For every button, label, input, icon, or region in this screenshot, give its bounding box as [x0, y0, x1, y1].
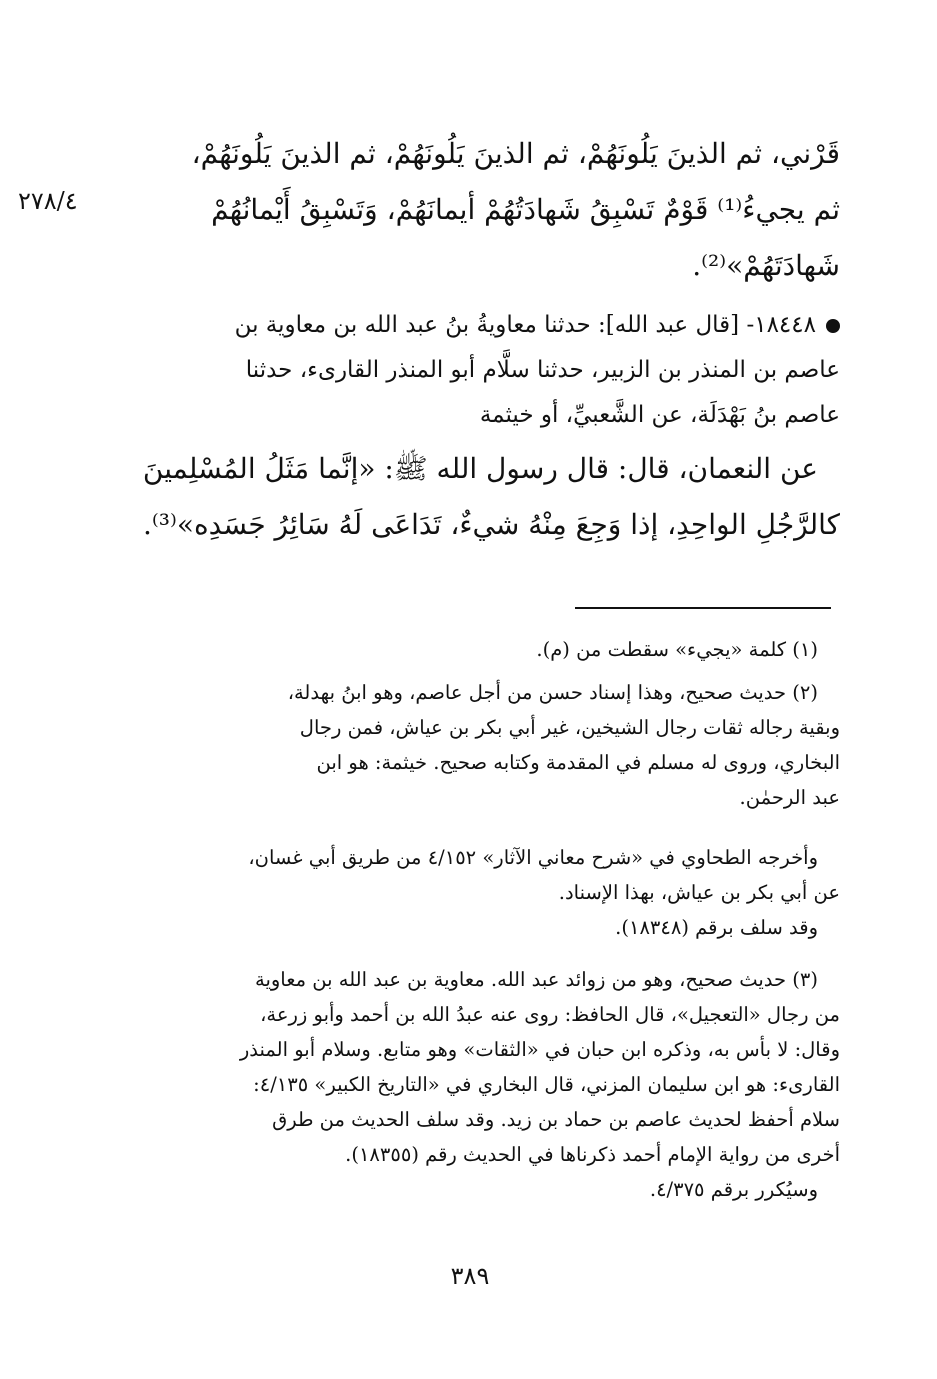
text-line: ثم يجيءُ⁽¹⁾ قَوْمٌ تَسْبِقُ شَهادَتُهُمْ أيمانَهُمْ، وَتَسْبِقُ أَيْمانُهُمْ [211, 193, 840, 226]
text-line: عبد الرحمٰن. [739, 786, 840, 809]
text-line: وسيُكرر برقم ٤/٣٧٥. [649, 1178, 818, 1201]
footnote-1 [135, 632, 840, 667]
text-line: وبقية رجاله ثقات رجال الشيخين، غير أبي بكر بن عياش، فمن رجال [299, 716, 840, 739]
text-line: ١٨٤٤٨- [قال عبد الله]: حدثنا معاويةُ بنُ عبد الله بن معاوية بن [135, 303, 840, 348]
text-line: كالرَّجُلِ الواحِدِ، إذا وَجِعَ مِنْهُ شيءٌ، تَدَاعَى لَهُ سَائِرُ جَسَدِه»⁽³⁾. [142, 508, 840, 541]
text-line: (٣) حديث صحيح، وهو من زوائد عبد الله. معاوية بن عبد الله بن معاوية [254, 968, 818, 991]
main-text-continuation [135, 126, 840, 294]
text-line: أخرى من رواية الإمام أحمد ذكرناها في الحديث رقم (١٨٣٥٥). [345, 1143, 840, 1166]
hadith-isnad [135, 303, 840, 438]
footnote-2-continued [135, 840, 840, 945]
bullet-icon [826, 319, 840, 333]
text-line: (١) كلمة «يجيء» سقطت من (م). [536, 638, 818, 661]
text-line: من رجال «التعجيل»، قال الحافظ: روى عنه عبدُ الله بن أحمد وأبو زرعة، [260, 1003, 840, 1026]
text-line: وقال: لا بأس به، وذكره ابن حبان في «الثقات» وهو متابع. وسلام أبو المنذر [239, 1038, 840, 1061]
text-line: وقد سلف برقم (١٨٣٤٨). [615, 916, 818, 939]
margin-reference: ٢٧٨/٤ [18, 187, 78, 215]
text-line: عاصم بن المنذر بن الزبير، حدثنا سلَّام أبو المنذر القارىء، حدثنا [245, 357, 840, 383]
text-line: قَرْني، ثم الذينَ يَلُونَهُمْ، ثم الذينَ يَلُونَهُمْ، ثم الذينَ يَلُونَهُمْ، [191, 137, 840, 170]
text-line: القارىء: هو ابن سليمان المزني، قال البخاري في «التاريخ الكبير» ٤/١٣٥: [253, 1073, 840, 1096]
hadith-matn [135, 441, 840, 553]
footnote-separator [575, 607, 831, 609]
page-number: ٣٨٩ [450, 1262, 490, 1290]
text-line: سلام أحفظ لحديث عاصم بن حماد بن زيد. وقد سلف الحديث من طرق [272, 1108, 840, 1131]
footnote-2 [135, 675, 840, 815]
text-line: عن النعمان، قال: قال رسول الله ﷺ: «إنَّما مَثَلُ المُسْلِمينَ [142, 452, 818, 485]
text-line: شَهادَتَهُمْ»⁽²⁾. [692, 249, 840, 282]
text-line: عاصم بنُ بَهْدَلَة، عن الشَّعبيِّ، أو خيثمة [479, 402, 840, 428]
footnote-3 [135, 962, 840, 1207]
text-line: وأخرجه الطحاوي في «شرح معاني الآثار» ٤/١٥٢ من طريق أبي غسان، [248, 846, 818, 869]
text-line: (٢) حديث صحيح، وهذا إسناد حسن من أجل عاصم، وهو ابنُ بهدلة، [287, 681, 818, 704]
text-line: عن أبي بكر بن عياش، بهذا الإسناد. [558, 881, 840, 904]
text-line: البخاري، وروى له مسلم في المقدمة وكتابه صحيح. خيثمة: هو ابن [316, 751, 840, 774]
